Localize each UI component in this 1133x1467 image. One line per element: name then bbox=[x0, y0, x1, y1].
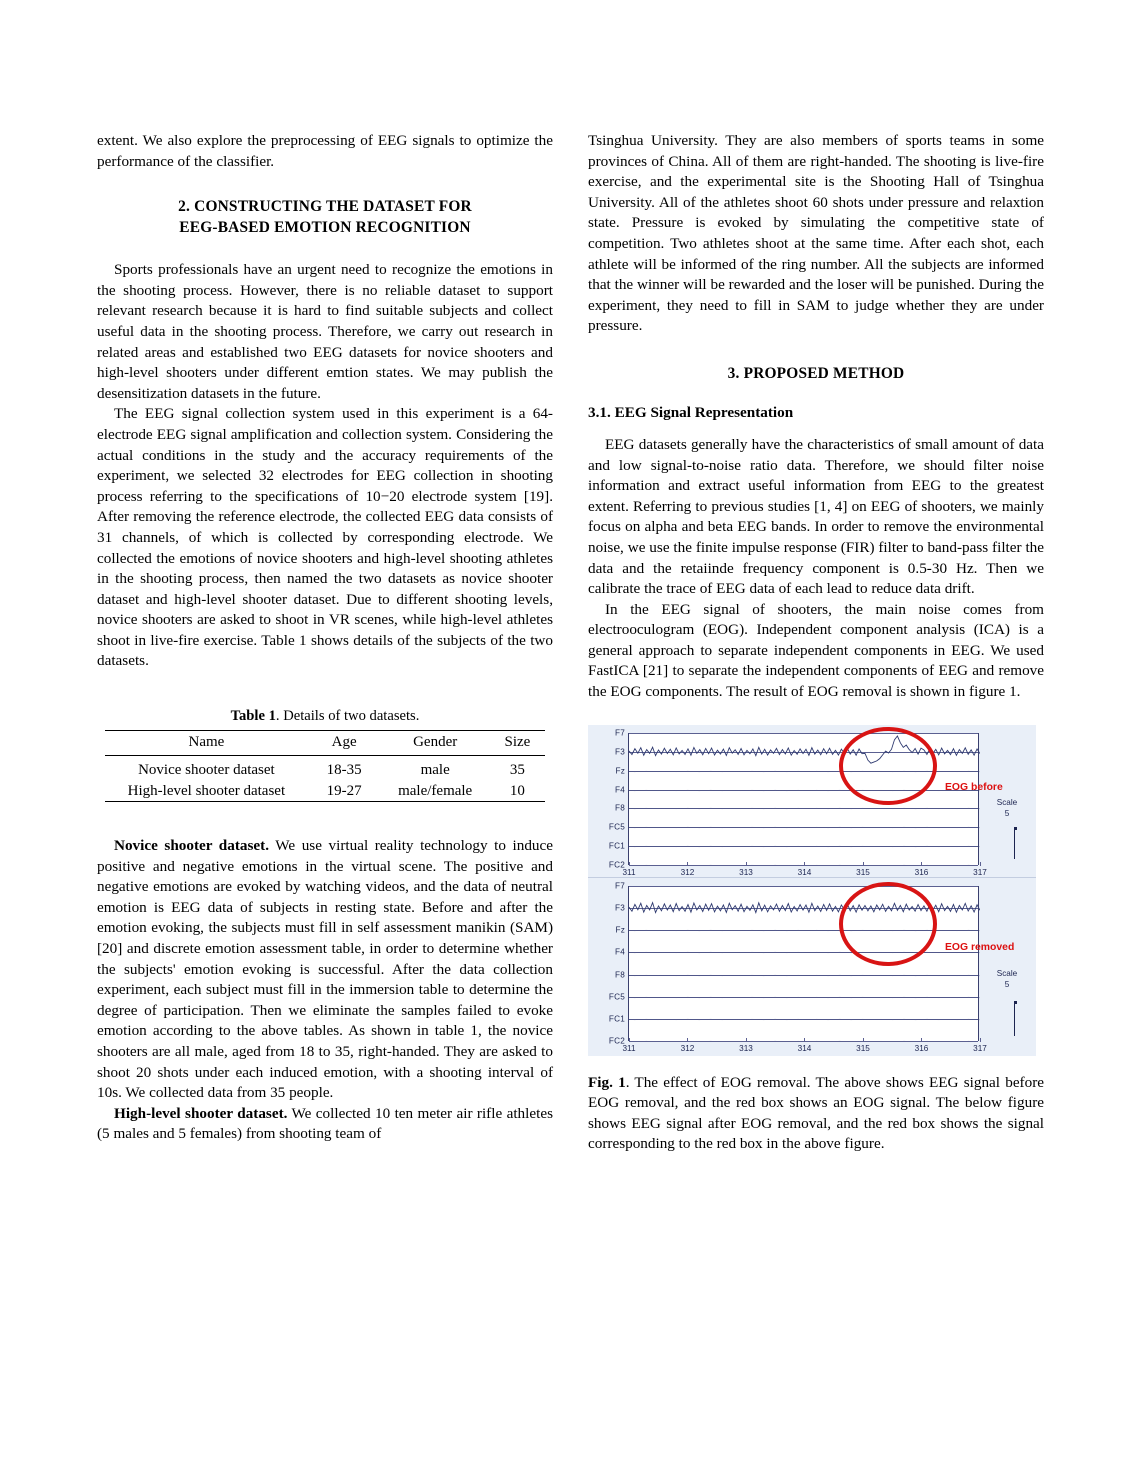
section-2-heading-line1: 2. CONSTRUCTING THE DATASET FOR bbox=[178, 198, 472, 216]
scale-value: 5 bbox=[1004, 979, 1010, 989]
channel-label-fc5: FC5 bbox=[608, 822, 625, 832]
scale-calibration-bar bbox=[1014, 829, 1015, 859]
continuation-paragraph: extent. We also explore the preprocessing of EEG signals to optimize the performance of the classifier. bbox=[97, 132, 553, 170]
subsection-3-1-paragraph-1: EEG datasets generally have the characteristics of small amount of data and low signal-to-noise ratio data. Therefore, we should filter noise information and extract useful information from EEG to the greatest extent. Referring to previous studies [1, 4] on EEG of shooters, we mainly focus on alpha and beta EEG bands. In order to remove the environmental noise, we use the finite impulse response (FIR) filter to band-pass filter the data and the retaiinde frequency component is 0.5-30 Hz. Then we calibrate the trace of EEG data of each lead to reduce data drift. bbox=[588, 435, 1044, 598]
x-tick-label: 316 bbox=[914, 867, 929, 877]
table-1-caption-label: Table 1 bbox=[230, 708, 276, 725]
scale-label: Scale bbox=[996, 968, 1018, 978]
eog-highlight-ellipse-after bbox=[839, 882, 937, 966]
channel-label-f4: F4 bbox=[615, 785, 625, 795]
x-tick-label: 315 bbox=[856, 867, 870, 877]
column-header-name: Name bbox=[188, 734, 225, 751]
cell-age: 18-35 bbox=[326, 762, 362, 779]
figure-1-image bbox=[588, 725, 1036, 1056]
table-1-caption bbox=[97, 708, 553, 725]
channel-label-fc5: FC5 bbox=[608, 992, 625, 1002]
cell-gender: male bbox=[420, 762, 450, 779]
two-column-body bbox=[97, 131, 1045, 1155]
scale-legend-before bbox=[984, 797, 1030, 819]
channel-label-fc1: FC1 bbox=[608, 841, 625, 851]
channel-label-fz: Fz bbox=[615, 766, 625, 776]
x-tick-label: 312 bbox=[680, 867, 695, 877]
high-level-shooter-paragraph bbox=[97, 1104, 553, 1145]
table-1-caption-text: . Details of two datasets. bbox=[275, 708, 420, 725]
channel-label-f7: F7 bbox=[615, 881, 625, 891]
channel-label-f8: F8 bbox=[615, 970, 625, 980]
cell-name: Novice shooter dataset bbox=[138, 762, 275, 779]
scale-label: Scale bbox=[996, 797, 1018, 807]
cell-gender: male/female bbox=[398, 783, 473, 800]
section-2-heading-line2: EEG-BASED EMOTION RECOGNITION bbox=[179, 219, 471, 237]
eeg-panel-after bbox=[588, 878, 1036, 1056]
x-tick-label: 313 bbox=[739, 1043, 753, 1053]
cell-size: 35 bbox=[509, 762, 525, 779]
scale-calibration-bar bbox=[1014, 1003, 1015, 1036]
table-row bbox=[105, 756, 545, 781]
column-header-gender: Gender bbox=[413, 734, 458, 751]
x-tick-label: 313 bbox=[739, 867, 753, 877]
table-1-body bbox=[105, 756, 545, 802]
right-column bbox=[588, 131, 1044, 1155]
channel-label-f8: F8 bbox=[615, 803, 625, 813]
channel-label-fc1: FC1 bbox=[608, 1014, 625, 1024]
novice-shooter-body: We use virtual reality technology to induce positive and negative emotions in the virtual scene. The positive and negative emotions are evoked by watching videos, and the data of neutral emotion is EEG data of subjects in resting state. Before and after the emotion evoking, the subjects must fill in self assessment manikin (SAM) [20] and discrete emotion assessment table, in order to determine whether the subjects' emotion evoking is successful. After the data collection experiment, each subject must fill in the immersion table to determine the degree of participation. Then we eliminate the samples failed to evoke emotion according to the above tables. As shown in table 1, the novice shooters are all male, aged from 18 to 35, right-handed. They are asked to shoot 20 shots under each induced emotion, with a shooting interval of 10s. We collected data from 35 people. bbox=[97, 837, 553, 1102]
channel-label-fc2: FC2 bbox=[608, 860, 625, 870]
subsection-3-1-paragraph-2: In the EEG signal of shooters, the main noise comes from electrooculogram (EOG). Independent component analysis (ICA) is a general approach to separate independent components in EEG. We used FastICA [21] to separate the independent components of EEG and remove the EOG components. The result of EOG removal is shown in figure 1. bbox=[588, 600, 1044, 701]
x-tick-label: 314 bbox=[797, 1043, 812, 1053]
x-tick-label: 314 bbox=[797, 867, 812, 877]
column-header-size: Size bbox=[504, 734, 531, 751]
figure-1 bbox=[588, 725, 1044, 1155]
x-tick-label: 311 bbox=[622, 867, 636, 877]
table-1 bbox=[105, 730, 545, 802]
x-tick-label: 311 bbox=[622, 1043, 636, 1053]
table-row bbox=[105, 780, 545, 802]
section-2-paragraph-1: Sports professionals have an urgent need to recognize the emotions in the shooting process. However, there is no reliable dataset to support relevant research because it is hard to find suitable subjects and collect useful data in the shooting process. Therefore, we carry out research in related areas and established two EEG datasets for novice shooters and high-level shooters under different emtion states. We may publish the desensitization datasets in the future. bbox=[97, 261, 553, 402]
channel-label-f7: F7 bbox=[615, 728, 625, 738]
channel-label-fc2: FC2 bbox=[608, 1036, 625, 1046]
x-tick-label: 312 bbox=[680, 1043, 695, 1053]
section-3-heading-text: 3. PROPOSED METHOD bbox=[727, 364, 905, 382]
section-2-heading bbox=[97, 196, 553, 238]
channel-label-fz: Fz bbox=[615, 925, 625, 935]
eog-before-annotation: EOG before bbox=[945, 781, 1003, 793]
x-tick-label: 317 bbox=[973, 1043, 987, 1053]
channel-label-f3: F3 bbox=[615, 747, 625, 757]
right-continuation-paragraph: Tsinghua University. They are also members of sports teams in some provinces of China. All of them are right-handed. The shooting is live-fire exercise, and the experimental site is the Shooting Hall of Tsinghua University. All of the athletes shoot 60 shots under pressure and relaxtion state. Pressure is evoked by simulating the competitive state of competition. Two athletes shoot at the same time. After each shot, each athlete will be informed of the ring number. All the subjects are informed that the winner will be rewarded and the loser will be punished. During the experiment, they need to fill in SAM to judge whether they are under pressure. bbox=[588, 132, 1044, 335]
column-header-age: Age bbox=[331, 734, 357, 751]
eeg-panel-before bbox=[588, 725, 1036, 877]
channel-label-f3: F3 bbox=[615, 903, 625, 913]
cell-age: 19-27 bbox=[326, 783, 362, 800]
subsection-3-1-heading: 3.1. EEG Signal Representation bbox=[588, 403, 794, 421]
table-1-head bbox=[105, 731, 545, 756]
x-tick-label: 315 bbox=[856, 1043, 870, 1053]
cell-name: High-level shooter dataset bbox=[127, 783, 286, 800]
figure-1-caption-text: . The effect of EOG removal. The above shows EEG signal before EOG removal, and the red box shows an EOG signal. The below figure shows EEG signal after EOG removal, and the red box shows the signal corresponding to the red box in the above figure. bbox=[588, 1073, 1045, 1153]
table-header-row bbox=[105, 731, 545, 756]
section-3-heading bbox=[588, 363, 1044, 384]
x-tick-label: 316 bbox=[914, 1043, 929, 1053]
figure-1-caption bbox=[588, 1073, 1044, 1155]
cell-size: 10 bbox=[509, 783, 525, 800]
channel-label-f4: F4 bbox=[615, 947, 625, 957]
novice-shooter-runin-heading: Novice shooter dataset. bbox=[114, 837, 269, 855]
eog-highlight-ellipse-before bbox=[839, 727, 937, 805]
novice-shooter-paragraph bbox=[97, 836, 553, 1104]
left-column bbox=[97, 131, 553, 1155]
scale-value: 5 bbox=[1004, 808, 1010, 818]
high-level-shooter-body: We collected 10 ten meter air rifle athletes (5 males and 5 females) from shooting team of bbox=[97, 1104, 553, 1143]
eog-removed-annotation: EOG removed bbox=[945, 941, 1015, 953]
figure-1-caption-label: Fig. 1 bbox=[588, 1073, 626, 1091]
high-level-shooter-runin-heading: High-level shooter dataset. bbox=[114, 1104, 288, 1122]
section-2-paragraph-2: The EEG signal collection system used in this experiment is a 64-electrode EEG signal amplification and collection system. Considering the actual conditions in the study and the accuracy requirements of the experiment, we selected 32 electrodes for EEG collection in shooting process referring to the specifications of 10−20 electrode system [19]. After removing the reference electrode, the collected EEG data consists of 31 channels, of which is collected by corresponding electrode. We collected the emotions of novice shooters and high-level shooting athletes in the shooting process, then named the two datasets as novice shooter dataset and high-level shooter dataset. Due to different shooting levels, novice shooters are asked to shoot in VR scenes, while high-level athletes shoot in live-fire exercise. Table 1 shows details of the subjects of the two datasets. bbox=[97, 405, 553, 670]
table-1-block bbox=[97, 708, 553, 802]
x-tick-label: 317 bbox=[973, 867, 987, 877]
scale-legend-after bbox=[984, 968, 1030, 990]
